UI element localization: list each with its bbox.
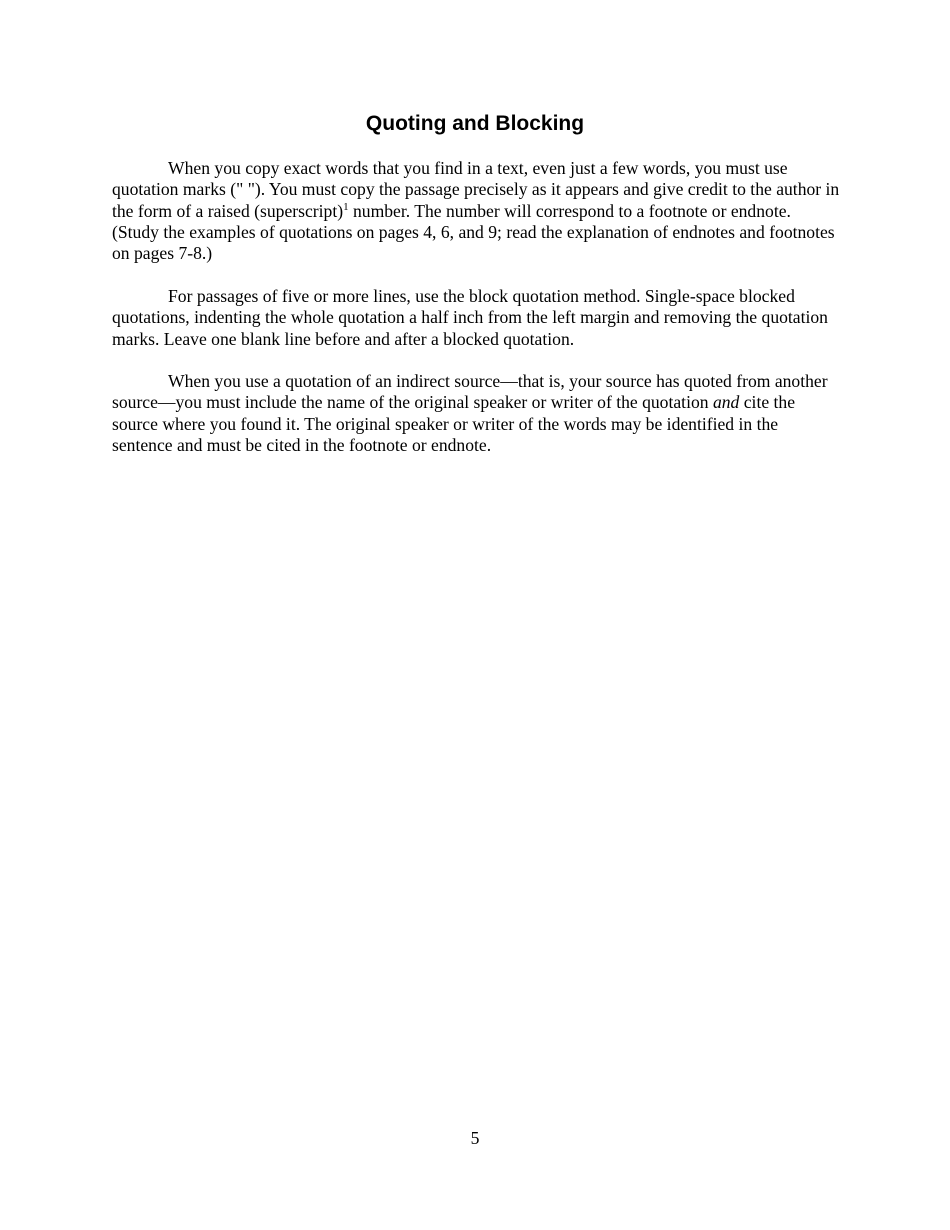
paragraph-quotation-marks (112, 158, 840, 264)
paragraph-text: When you use a quotation of an indirect source—that is, your source has quoted from another source—you must include the name of the original speaker or writer of the quotation (112, 371, 828, 413)
page-title: Quoting and Blocking (365, 112, 585, 135)
paragraph-block-quotation (112, 286, 840, 350)
superscript-number: 1 (343, 200, 349, 213)
emphasis-text: and (712, 392, 740, 413)
paragraph-indirect-source (112, 371, 840, 456)
paragraph-text: number. The number will correspond to a footnote or endnote. (Study the examples of quotations on pages 4, 6, and 9; read the explanation of endnotes and footnotes on pages 7-8.) (112, 200, 835, 264)
paragraph-text: For passages of five or more lines, use the block quotation method. Single-space blocked quotations, indenting the whole quotation a half inch from the left margin and removing the quotation marks. Leave one blank line before and after a blocked quotation. (112, 286, 828, 349)
paragraph-text: cite the source where you found it. The original speaker or writer of the words may be identified in the sentence and must be cited in the footnote or endnote. (112, 392, 796, 455)
paragraph-text: When you copy exact words that you find in a text, even just a few words, you must use quotation marks (" "). You must copy the passage precisely as it appears and give credit to the author in the form of a raised (superscript) (112, 158, 840, 221)
page-number: 5 (470, 1128, 480, 1148)
